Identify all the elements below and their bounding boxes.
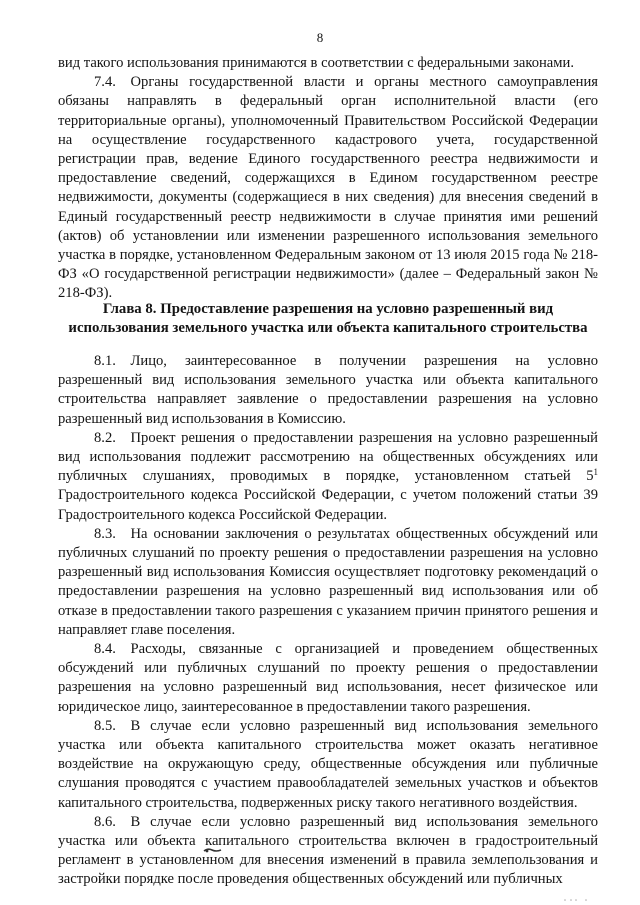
paragraph-8-3: 8.3. На основании заключения о результатах общественных обсуждений или публичных слушаний по проекту решения о предоставлении разрешения на условно разрешенный вид использования Комиссия осуществляет подготовку рекомендаций о предоставлении разрешения на условно разрешенный вид использования или об отказе в предоставлении такого разрешения с указанием причин принятого решения и направляет главе поселения.: [58, 525, 598, 638]
paragraph-8-4: 8.4. Расходы, связанные с организацией и проведением общественных обсуждений или публичных слушаний по проекту решения о предоставлении разрешения на условно разрешенный вид использования, несет физическое или юридическое лицо, заинтересованное в предоставлении такого разрешения.: [58, 641, 598, 715]
paragraph-8-6: 8.6. В случае если условно разрешенный вид использования земельного участка или объекта капитального строительства включен в градостроительный регламент в установленном для внесения изменений в правила землепользования и застройки порядке после проведения общественных обсуждений или публичных: [58, 813, 598, 888]
ink-mark-icon: [203, 846, 223, 854]
paragraph-8-2: [58, 429, 598, 525]
paragraph-7-4: 7.4. Органы государственной власти и органы местного самоуправления обязаны направлять в федеральный орган исполнительной власти (его территориальные органы), уполномоченный Правительством Российской Федерации на осуществление государственного кадастрового учета, государственной регистрации прав, ведение Единого государственного реестра недвижимости и предоставление сведений, содержащихся в Едином государственном реестре недвижимости, документы (содержащиеся в них сведения) для внесения сведений в Единый государственный реестр недвижимости в случае принятия ими решений (актов) об установлении или изменении разрешенного использования земельного участка в порядке, установленном Федеральным законом от 13 июля 2015 года № 218-ФЗ «О государственной регистрации недвижимости» (далее – Федеральный закон № 218-ФЗ).: [58, 74, 598, 302]
text-block-top: [58, 54, 598, 304]
scan-artifact-icon: [562, 897, 592, 903]
chapter-8-title: Глава 8. Предоставление разрешения на условно разрешенный вид использования земельного участка или объекта капитального строительства: [68, 301, 588, 337]
paragraph-8-1: 8.1. Лицо, заинтересованное в получении разрешения на условно разрешенный вид использования земельного участка или объекта капитального строительства направляет заявление о предоставлении разрешения на условно разрешенный вид использования в Комиссию.: [58, 353, 598, 427]
paragraph-8-5: 8.5. В случае если условно разрешенный вид использования земельного участка или объекта капитального строительства может оказать негативное воздействие на окружающую среду, общественные обсуждения или публичные слушания проводятся с участием правообладателей земельных участков и объектов капитального строительства, подверженных риску такого негативного воздействия.: [58, 717, 598, 811]
paragraph-continuation: вид такого использования принимаются в соответствии с федеральными законами.: [58, 55, 574, 71]
text-block-chapter-8: [58, 352, 598, 890]
page-number: 8: [316, 30, 324, 45]
paragraph-8-2-text-a: 8.2. Проект решения о предоставлении разрешения на условно разрешенный вид использования подлежит рассмотрению на общественных обсуждениях или публичных слушаниях, проводимых в порядке, установленном статьей 5: [58, 429, 598, 485]
superscript-footnote: 1: [593, 467, 598, 478]
paragraph-8-2-text-b: Градостроительного кодекса Российской Федерации, с учетом положений статьи 39 Градостроительного кодекса Российской Федерации.: [58, 487, 598, 523]
